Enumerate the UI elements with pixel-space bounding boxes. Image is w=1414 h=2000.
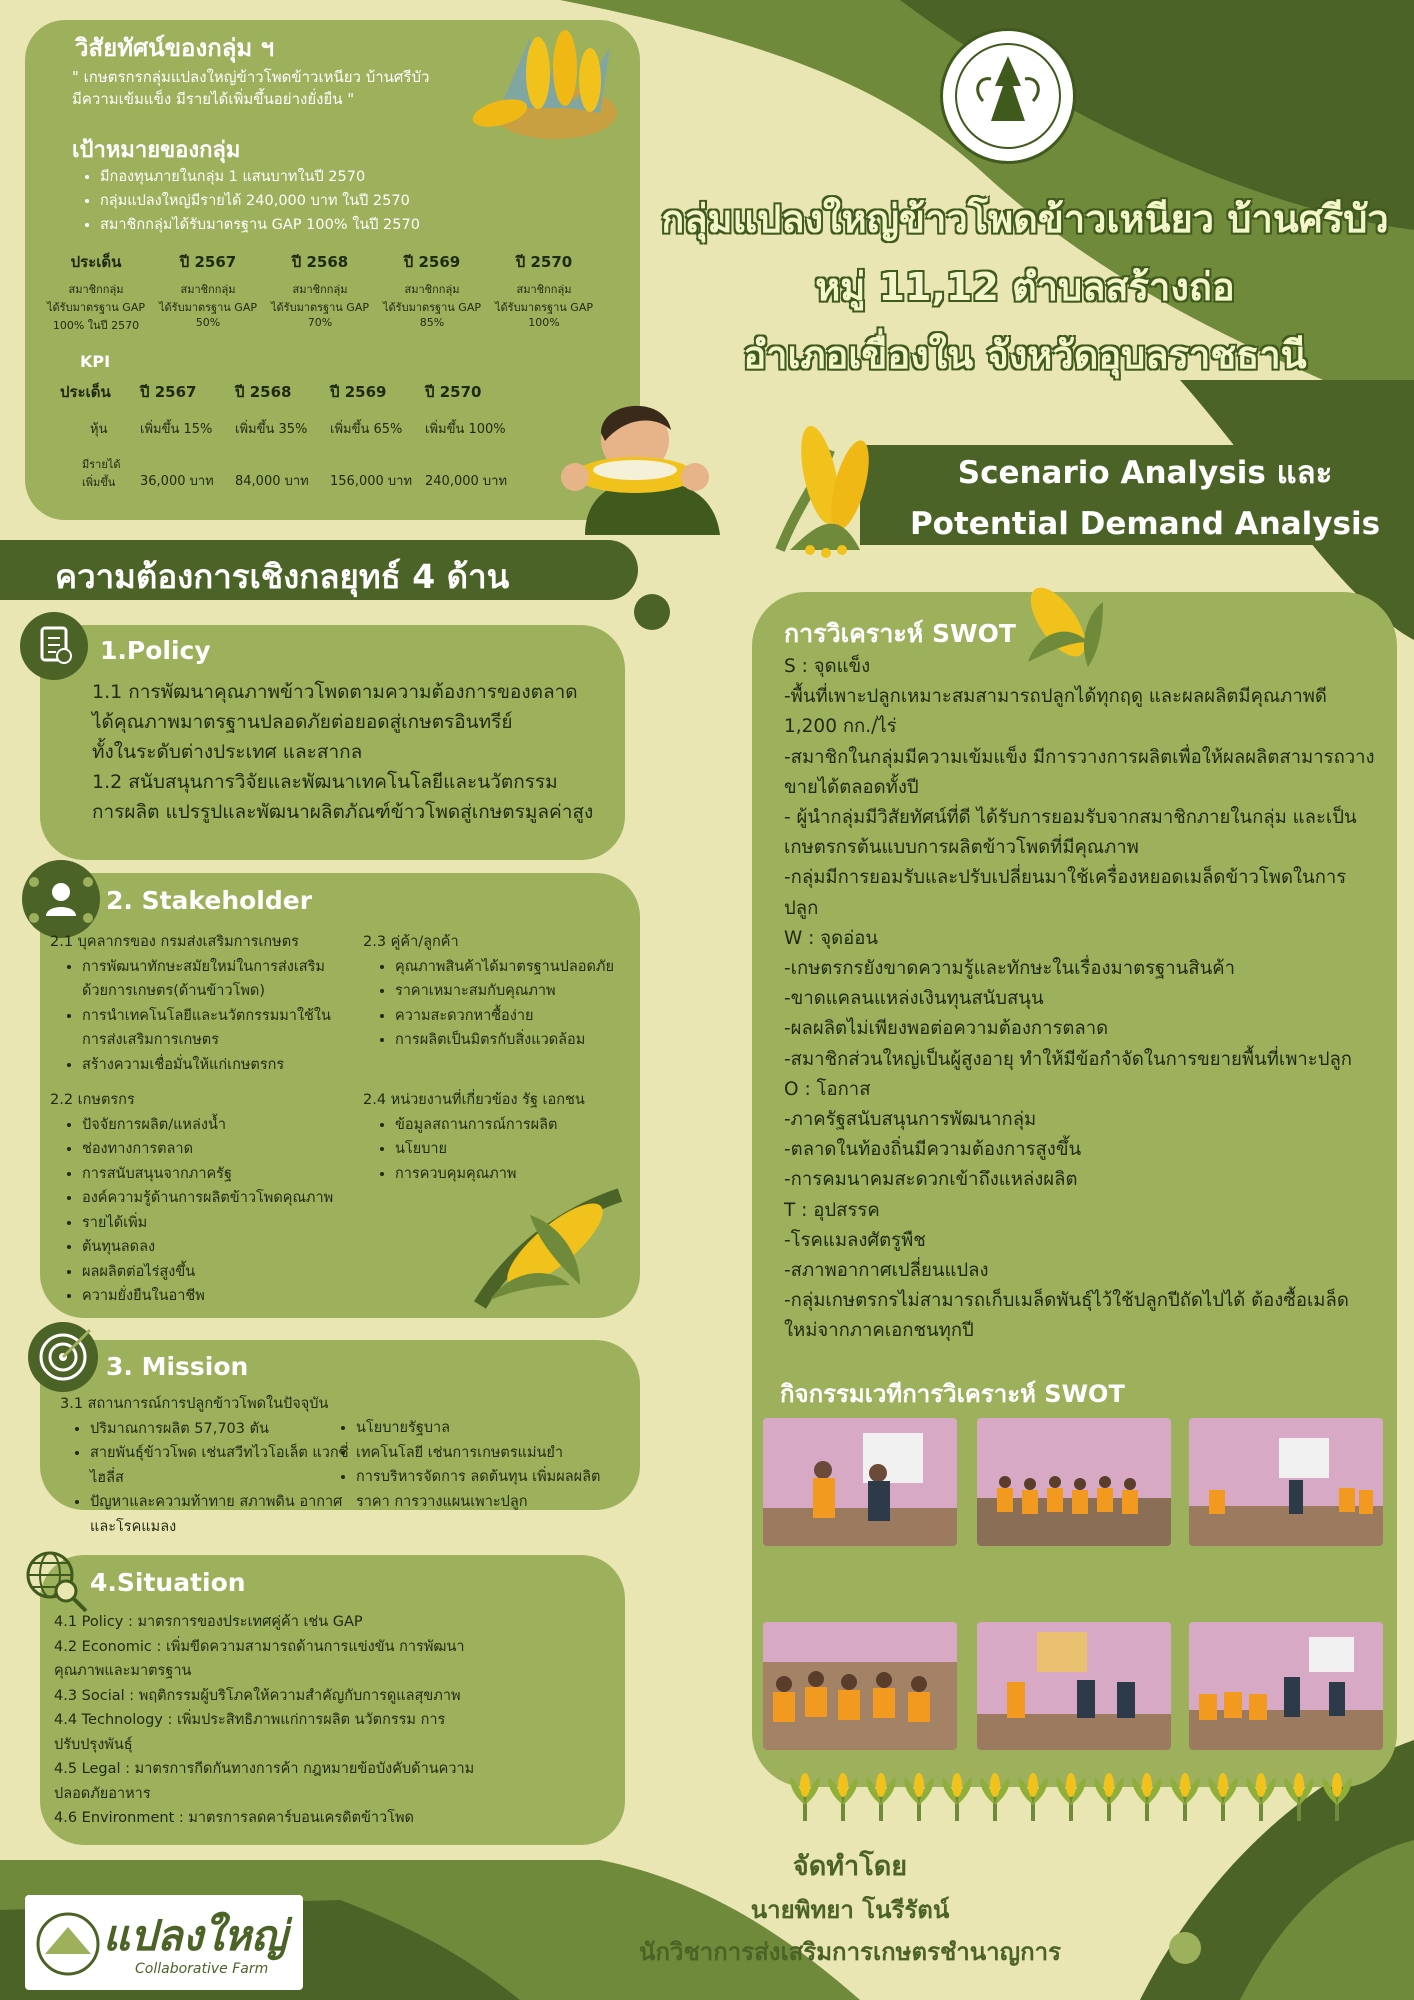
man-eating-corn-icon (525, 385, 735, 535)
vision-line-1: " เกษตรกรกลุ่มแปลงใหญ่ข้าวโพดข้าวเหนียว บ้านศรีบัว (72, 68, 430, 86)
list-item: • การสนับสนุนจากภาครัฐ (82, 1162, 350, 1187)
page-title (640, 185, 1410, 389)
swot-line: -ขาดแคลนแหล่งเงินทุนสนับสนุน (784, 988, 1044, 1010)
gap-table-row (40, 280, 600, 298)
farm-seal-icon (33, 1909, 103, 1979)
list-item: • ความยั่งยืนในอาชีพ (82, 1284, 350, 1309)
list-item: • นโยบาย (395, 1137, 633, 1162)
situation-line: 4.1 Policy : มาตรการของประเทศคู่ค้า เช่น GAP (54, 1614, 363, 1630)
situation-line: 4.6 Environment : มาตรการลดคาร์บอนเครดิตข้าวโพด (54, 1810, 414, 1826)
list-item: • ปัญหาและความท้าทาย สภาพดิน อากาศ และโรคแมลง (90, 1490, 350, 1539)
swot-line: -ภาครัฐสนับสนุนการพัฒนากลุ่ม (784, 1109, 1037, 1131)
kpi-header-cell: ปี 2568 (235, 383, 292, 401)
swot-line: S : จุดแข็ง (784, 656, 871, 677)
kpi-cell: 36,000 บาท (140, 474, 214, 489)
gap-cell: 70% (307, 316, 333, 329)
situation-line: คุณภาพและมาตรฐาน (54, 1663, 192, 1679)
goal-item: • กลุ่มแปลงใหญ่มีรายได้ 240,000 บาท ในปี 2570 (100, 189, 420, 213)
kpi-label-line: เพิ่มขึ้น (82, 476, 116, 489)
gap-header-cell: ปี 2569 (403, 253, 461, 271)
stakeholder-2-2-title: 2.2 เกษตรกร (50, 1092, 135, 1108)
title-line-2: หมู่ 11,12 ตำบลสร้างถ่อ (815, 265, 1235, 309)
mission-title: 3. Mission (106, 1352, 249, 1381)
swot-line: -การคมนาคมสะดวกเข้าถึงแหล่งผลิต (784, 1169, 1078, 1191)
kpi-cell: เพิ่มขึ้น 65% (330, 422, 403, 437)
activity-photo (763, 1622, 957, 1750)
globe-search-icon (20, 1545, 90, 1615)
list-item: • การพัฒนาทักษะสมัยใหม่ในการส่งเสริม ด้วยการเกษตร(ด้านข้าวโพด) (82, 955, 350, 1004)
activity-heading: กิจกรรมเวทีการวิเคราะห์ SWOT (780, 1380, 1125, 1408)
list-item: • การบริหารจัดการ ลดต้นทุน เพิ่มผลผลิต ราคา การวางแผนเพาะปลูก (356, 1465, 631, 1514)
swot-line: ใหม่จากภาคเอกชนทุกปี (784, 1320, 974, 1342)
logo-text: แปลงใหญ่ (103, 1911, 287, 1960)
gap-cell: สมาชิกกลุ่ม (404, 283, 460, 296)
kpi-header-cell: ปี 2569 (330, 383, 387, 401)
policy-title: 1.Policy (100, 636, 211, 665)
target-icon (28, 1322, 98, 1392)
gap-cell: ได้รับมาตรฐาน GAP (495, 301, 593, 314)
title-line-3: อำเภอเขื่องใน จังหวัดอุบลราชธานี (743, 333, 1307, 377)
list-item: • ข้อมูลสถานการณ์การผลิต (395, 1113, 633, 1138)
goal-item: • สมาชิกกลุ่มได้รับมาตรฐาน GAP 100% ในปี 2570 (100, 213, 420, 237)
stakeholder-2-3-title: 2.3 คู่ค้า/ลูกค้า (363, 934, 459, 950)
kpi-header-cell: ปี 2567 (140, 383, 197, 401)
strategy-heading-bar (0, 540, 638, 600)
kpi-cell: เพิ่มขึ้น 35% (235, 422, 308, 437)
gap-header-cell: ปี 2570 (515, 253, 573, 271)
gap-cell: 85% (419, 316, 445, 329)
swot-heading: การวิเคราะห์ SWOT (784, 619, 1016, 648)
swot-line: -สมาชิกส่วนใหญ่เป็นผู้สูงอายุ ทำให้มีข้อกำจัดในการขยายพื้นที่เพาะปลูก (784, 1048, 1353, 1070)
gap-header-cell: ปี 2568 (291, 253, 349, 271)
activity-photo (1189, 1418, 1383, 1546)
swot-line: -สภาพอากาศเปลี่ยนแปลง (784, 1260, 989, 1282)
gap-cell: ได้รับมาตรฐาน GAP (159, 301, 257, 314)
stakeholder-title: 2. Stakeholder (106, 886, 313, 915)
swot-line: O : โอกาส (784, 1078, 871, 1100)
policy-line: ได้คุณภาพมาตรฐานปลอดภัยต่อยอดสู่เกษตรอินทรีย์ (92, 711, 513, 733)
swot-line: - ผู้นำกลุ่มมีวิสัยทัศน์ที่ดี ได้รับการยอมรับจากสมาชิกภายในกลุ่ม และเป็น (784, 807, 1357, 829)
strategy-heading: ความต้องการเชิงกลยุทธ์ 4 ด้าน (55, 557, 510, 596)
stakeholder-2-1-title: 2.1 บุคลากรของ กรมส่งเสริมการเกษตร (50, 934, 299, 950)
kpi-table (60, 380, 520, 491)
corn-cob-icon (470, 1175, 630, 1310)
swot-line: -เกษตรกรยังขาดความรู้และทักษะในเรื่องมาตรฐานสินค้า (784, 958, 1235, 980)
department-logo (940, 28, 1076, 164)
swot-text (784, 652, 1384, 1347)
list-item: • ปริมาณการผลิต 57,703 ตัน (90, 1417, 350, 1442)
activity-photo (977, 1622, 1171, 1750)
list-item: • นโยบายรัฐบาล (356, 1416, 631, 1441)
collaborative-farm-logo (25, 1895, 303, 1990)
kpi-header-cell: ปี 2570 (425, 383, 482, 401)
gap-table-row (40, 298, 600, 316)
situation-line: 4.3 Social : พฤติกรรมผู้บริโภคให้ความสำคัญกับการดูแลสุขภาพ (54, 1687, 461, 1704)
kpi-cell: หุ้น (90, 422, 108, 437)
activity-photo (1189, 1622, 1383, 1750)
prepared-by-label: จัดทำโดย (792, 1851, 908, 1882)
kpi-cell: เพิ่มขึ้น 100% (425, 422, 506, 437)
activity-photo (763, 1418, 957, 1546)
list-item: • ปัจจัยการผลิต/แหล่งน้ำ (82, 1113, 350, 1138)
situation-line: ปลอดภัยอาหาร (54, 1785, 151, 1802)
situation-title: 4.Situation (90, 1568, 246, 1597)
list-item: • สายพันธุ์ข้าวโพด เช่นสวีทไวโอเล็ต แวกซี่ ไฮลี่ส (90, 1441, 350, 1490)
list-item: • คุณภาพสินค้าได้มาตรฐานปลอดภัย (395, 955, 633, 980)
swot-line: ขายได้ตลอดทั้งปี (784, 776, 919, 798)
activity-photo (977, 1418, 1171, 1546)
policy-line: ทั้งในระดับต่างประเทศ และสากล (92, 741, 363, 763)
policy-text (92, 677, 593, 827)
policy-line: 1.2 สนับสนุนการวิจัยและพัฒนาเทคโนโลยีและนวัตกรรม (92, 771, 558, 793)
list-item: • ความสะดวกหาซื้อง่าย (395, 1004, 633, 1029)
goal-heading: เป้าหมายของกลุ่ม (72, 138, 241, 163)
stakeholder-2-4-title: 2.4 หน่วยงานที่เกี่ยวข้อง รัฐ เอกชน (363, 1092, 585, 1108)
kpi-cell: 84,000 บาท (235, 474, 309, 489)
gap-cell: 100% ในปี 2570 (52, 319, 140, 332)
goal-item: • มีกองทุนภายในกลุ่ม 1 แสนบาทในปี 2570 (100, 165, 420, 189)
corn-row-decor (785, 1765, 1365, 1823)
gap-cell: ได้รับมาตรฐาน GAP (383, 301, 481, 314)
kpi-cell: เพิ่มขึ้น 15% (140, 422, 213, 437)
gap-cell: สมาชิกกลุ่ม (180, 283, 236, 296)
list-item: • ราคาเหมาะสมกับคุณภาพ (395, 979, 633, 1004)
list-item: • รายได้เพิ่ม (82, 1211, 350, 1236)
stakeholder-2-3 (363, 930, 633, 1053)
gap-cell: 100% (528, 316, 560, 329)
kpi-cell (60, 455, 140, 491)
swot-line: T : อุปสรรค (784, 1199, 880, 1221)
swot-line: W : จุดอ่อน (784, 927, 879, 949)
vision-line-2: มีความเข้มแข็ง มีรายได้เพิ่มขึ้นอย่างยั่งยืน " (72, 90, 355, 108)
vision-text (72, 66, 429, 110)
kpi-cell: 240,000 บาท (425, 474, 508, 489)
list-item: • ช่องทางการตลาด (82, 1137, 350, 1162)
mission-3-1-title: 3.1 สถานการณ์การปลูกข้าวโพดในปัจจุบัน (60, 1396, 329, 1412)
people-network-icon (22, 860, 100, 938)
list-item: • ต้นทุนลดลง (82, 1235, 350, 1260)
corn-cob-icon (760, 410, 890, 560)
swot-line: เกษตรกรต้นแบบการผลิตข้าวโพดที่มีคุณภาพ (784, 837, 1139, 859)
swot-line: -ผลผลิตไม่เพียงพอต่อความต้องการตลาด (784, 1018, 1109, 1040)
swot-line: -โรคแมลงศัตรูพืช (784, 1229, 926, 1251)
mission-3-1 (60, 1392, 350, 1539)
situation-text (54, 1610, 614, 1831)
kpi-label-line: มีรายได้ (82, 458, 121, 471)
gap-table-header (40, 250, 600, 274)
list-item: • การควบคุมคุณภาพ (395, 1162, 633, 1187)
scenario-line-2: Potential Demand Analysis (909, 506, 1381, 542)
list-item: • การผลิตเป็นมิตรกับสิ่งแวดล้อม (395, 1028, 633, 1053)
kpi-header-cell: ประเด็น (60, 383, 111, 401)
kpi-row (60, 418, 520, 439)
swot-line: ปลูก (784, 897, 819, 919)
kpi-cell: 156,000 บาท (330, 474, 413, 489)
scenario-line-1: Scenario Analysis และ (957, 455, 1333, 491)
list-item: • การนำเทคโนโลยีและนวัตกรรมมาใช้ใน การส่งเสริมการเกษตร (82, 1004, 350, 1053)
logo-subtext: Collaborative Farm (135, 1961, 269, 1977)
corn-basket-icon (470, 18, 640, 148)
kpi-heading: KPI (80, 352, 111, 371)
gap-cell: ได้รับมาตรฐาน GAP (271, 301, 369, 314)
list-item: • องค์ความรู้ด้านการผลิตข้าวโพดคุณภาพ (82, 1186, 350, 1211)
swot-line: -พื้นที่เพาะปลูกเหมาะสมสามารถปลูกได้ทุกฤดู และผลผลิตมีคุณภาพดี (784, 686, 1327, 708)
gap-cell: สมาชิกกลุ่ม (68, 283, 124, 296)
kpi-header-row (60, 380, 520, 404)
author-name: นายพิทยา โนรีรัตน์ (750, 1896, 950, 1924)
swot-line: -กลุ่มเกษตรกรไม่สามารถเก็บเมล็ดพันธุ์ไว้ใช้ปลูกปีถัดไปได้ ต้องซื้อเมล็ด (784, 1290, 1349, 1312)
gap-cell: สมาชิกกลุ่ม (516, 283, 572, 296)
scenario-title (905, 448, 1385, 550)
kpi-row (60, 455, 520, 491)
vision-heading: วิสัยทัศน์ของกลุ่ม ฯ (75, 34, 275, 62)
stakeholder-2-4 (363, 1088, 633, 1186)
author-position: นักวิชาการส่งเสริมการเกษตรชำนาญการ (639, 1938, 1061, 1966)
clipboard-icon (20, 612, 88, 680)
gap-header-cell: ปี 2567 (179, 253, 237, 271)
situation-line: 4.2 Economic : เพิ่มขีดความสามารถด้านการแข่งขัน การพัฒนา (54, 1638, 465, 1655)
swot-line: 1,200 กก./ไร่ (784, 716, 897, 738)
swot-line: -สมาชิกในกลุ่มมีความเข้มแข็ง มีการวางการผลิตเพื่อให้ผลผลิตสามารถวาง (784, 746, 1375, 768)
situation-line: 4.4 Technology : เพิ่มประสิทธิภาพแก่การผลิต นวัตกรรม การ (54, 1712, 446, 1728)
list-item: • ผลผลิตต่อไร่สูงขึ้น (82, 1260, 350, 1285)
gap-cell: ได้รับมาตรฐาน GAP (47, 301, 145, 314)
goal-list (78, 165, 420, 237)
gap-cell: สมาชิกกลุ่ม (292, 283, 348, 296)
gap-cell: 50% (195, 316, 221, 329)
mission-right-list (338, 1416, 631, 1514)
stakeholder-2-2 (50, 1088, 350, 1309)
situation-line: ปรับปรุงพันธุ์ (54, 1736, 133, 1753)
policy-line: 1.1 การพัฒนาคุณภาพข้าวโพดตามความต้องการของตลาด (92, 681, 578, 703)
situation-line: 4.5 Legal : มาตรการกีดกันทางการค้า กฎหมายข้อบังคับด้านความ (54, 1761, 475, 1777)
gap-table (40, 250, 600, 334)
gap-table-row (40, 316, 600, 334)
list-item: • สร้างความเชื่อมั่นให้แก่เกษตรกร (82, 1053, 350, 1078)
gap-header-cell: ประเด็น (70, 253, 122, 271)
list-item: • เทคโนโลยี เช่นการเกษตรแม่นยำ (356, 1441, 631, 1466)
swot-line: -ตลาดในท้องถิ่นมีความต้องการสูงขึ้น (784, 1139, 1082, 1161)
swot-line: -กลุ่มมีการยอมรับและปรับเปลี่ยนมาใช้เครื่องหยอดเมล็ดข้าวโพดในการ (784, 867, 1347, 889)
title-line-1: กลุ่มแปลงใหญ่ข้าวโพดข้าวเหนียว บ้านศรีบัว (661, 197, 1389, 241)
stakeholder-2-1 (50, 930, 350, 1077)
seal-icon (943, 31, 1073, 161)
policy-line: การผลิต แปรรูปและพัฒนาผลิตภัณฑ์ข้าวโพดสู่เกษตรมูลค่าสูง (92, 801, 594, 823)
